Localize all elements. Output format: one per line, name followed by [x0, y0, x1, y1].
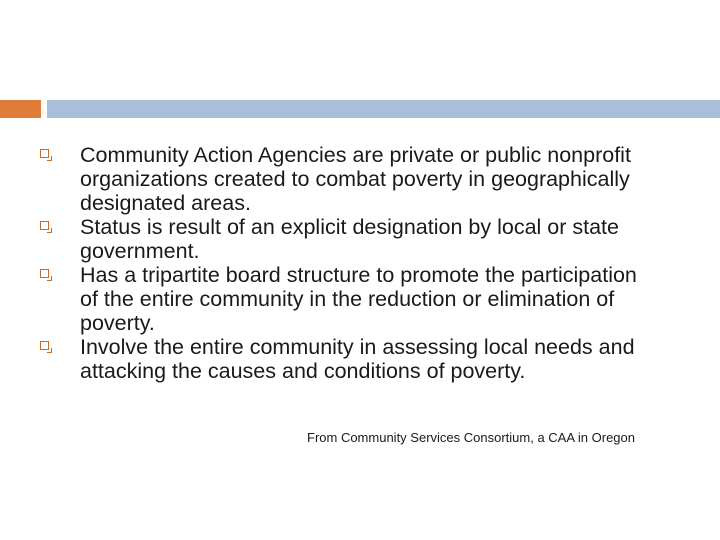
square-bullet-icon — [40, 221, 49, 230]
bullet-text: Community Action Agencies are private or public nonprofit organizations created to combat poverty in geographically designated areas. — [80, 143, 631, 215]
square-bullet-icon — [40, 269, 49, 278]
bullet-list — [40, 143, 660, 383]
list-item — [40, 215, 660, 263]
list-item — [40, 335, 660, 383]
accent-bar — [0, 100, 41, 118]
list-item — [40, 143, 660, 215]
title-bar — [47, 100, 720, 118]
list-item — [40, 263, 660, 335]
square-bullet-icon — [40, 341, 49, 350]
square-bullet-icon — [40, 149, 49, 158]
bullet-text: Status is result of an explicit designation by local or state government. — [80, 215, 619, 263]
citation: From Community Services Consortium, a CAA in Oregon — [307, 430, 635, 445]
bullet-text: Involve the entire community in assessing local needs and attacking the causes and conditions of poverty. — [80, 335, 635, 383]
bullet-text: Has a tripartite board structure to promote the participation of the entire community in the reduction or elimination of poverty. — [80, 263, 637, 335]
